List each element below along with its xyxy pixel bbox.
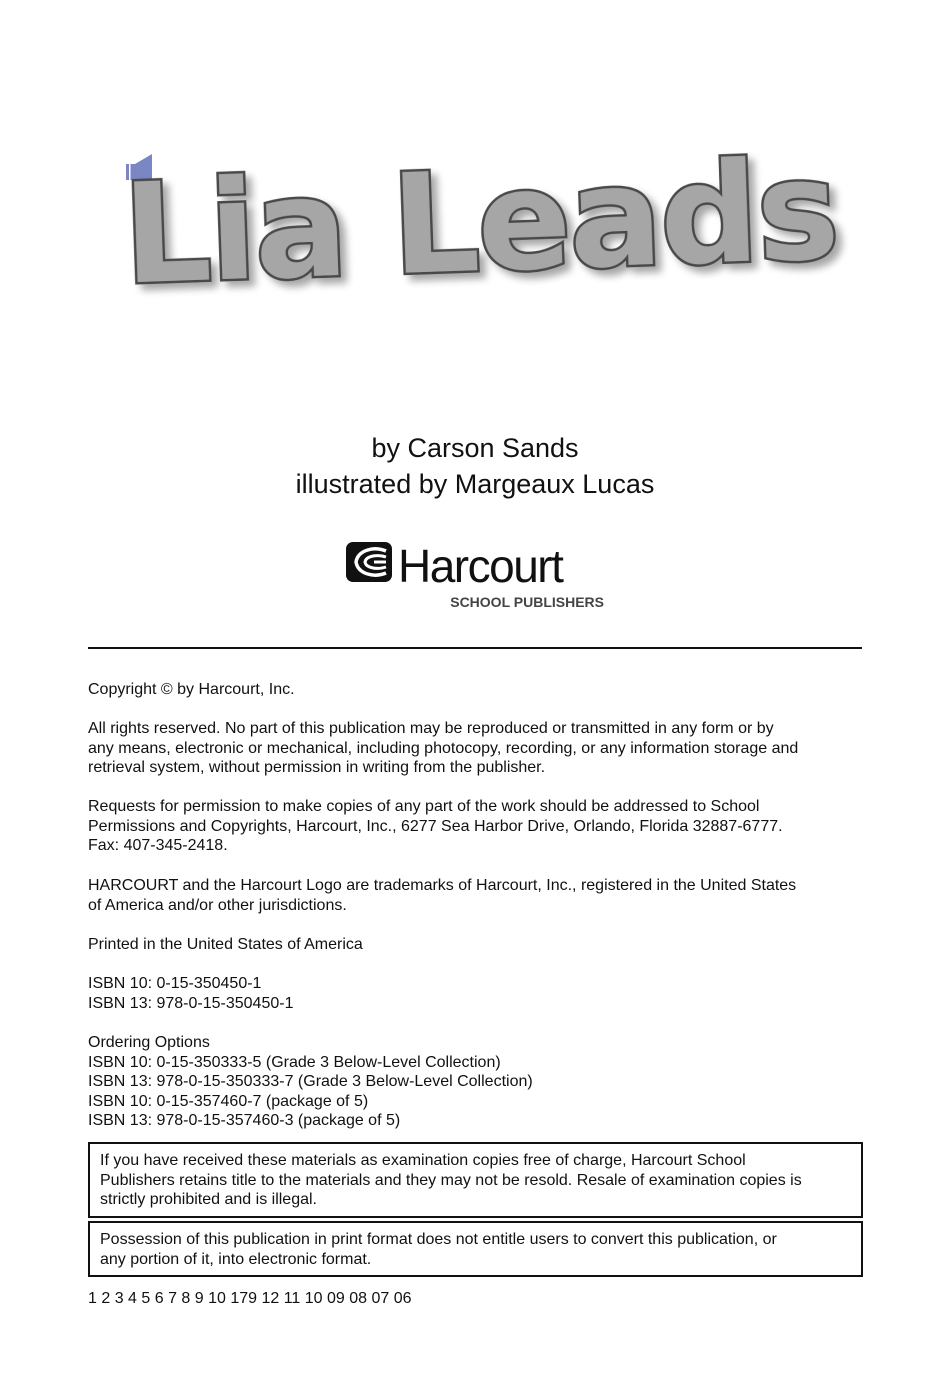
publisher-name: Harcourt — [398, 540, 563, 592]
harcourt-logo — [344, 538, 610, 614]
print-line: 1 2 3 4 5 6 7 8 9 10 179 12 11 10 09 08 07 06 — [88, 1290, 412, 1307]
rights-paragraph: All rights reserved. No part of this publication may be reproduced or transmitted in any form or by any means, electronic or mechanical, including photocopy, recording, or any information storage and retrieval system, without permission in writing from the publisher. — [88, 720, 799, 777]
byline-illustrator: illustrated by Margeaux Lucas — [295, 469, 655, 499]
publisher-division: SCHOOL PUBLISHERS — [450, 594, 604, 610]
electronic-format-notice: Possession of this publication in print format does not entitle users to convert this publication, or any portion of it, into electronic format. — [88, 1221, 863, 1277]
ordering-options: Ordering Options ISBN 10: 0-15-350333-5 (Grade 3 Below-Level Collection) ISBN 13: 978-0-15-350333-7 (Grade 3 Below-Level Collection) ISBN 10: 0-15-357460-7 (package of 5) ISBN 13: 978-0-15-357460-3 (package of 5) — [88, 1034, 533, 1130]
copyright-line: Copyright © by Harcourt, Inc. — [88, 681, 295, 698]
harcourt-logo-mark-icon — [346, 542, 392, 582]
printed-in-line: Printed in the United States of America — [88, 936, 363, 953]
svg-text:Lia Leads: Lia Leads — [120, 129, 840, 316]
byline-author: by Carson Sands — [371, 433, 579, 463]
isbn-block: ISBN 10: 0-15-350450-1 ISBN 13: 978-0-15-350450-1 — [88, 975, 294, 1012]
permissions-paragraph: Requests for permission to make copies of any part of the work should be addressed to School Permissions and Copyrights, Harcourt, Inc., 6277 Sea Harbor Drive, Orlando, Florida 32887-6777. Fax: 407-345-2418. — [88, 798, 783, 855]
examination-copies-notice: If you have received these materials as examination copies free of charge, Harcourt School Publishers retains title to the materials and they may not be resold. Resale of examination copies is strictly prohibited and is illegal. — [88, 1142, 863, 1218]
book-title — [120, 120, 840, 316]
divider-rule — [88, 647, 862, 649]
trademark-paragraph: HARCOURT and the Harcourt Logo are trademarks of Harcourt, Inc., registered in the United States of America and/or other jurisdictions. — [88, 877, 797, 914]
